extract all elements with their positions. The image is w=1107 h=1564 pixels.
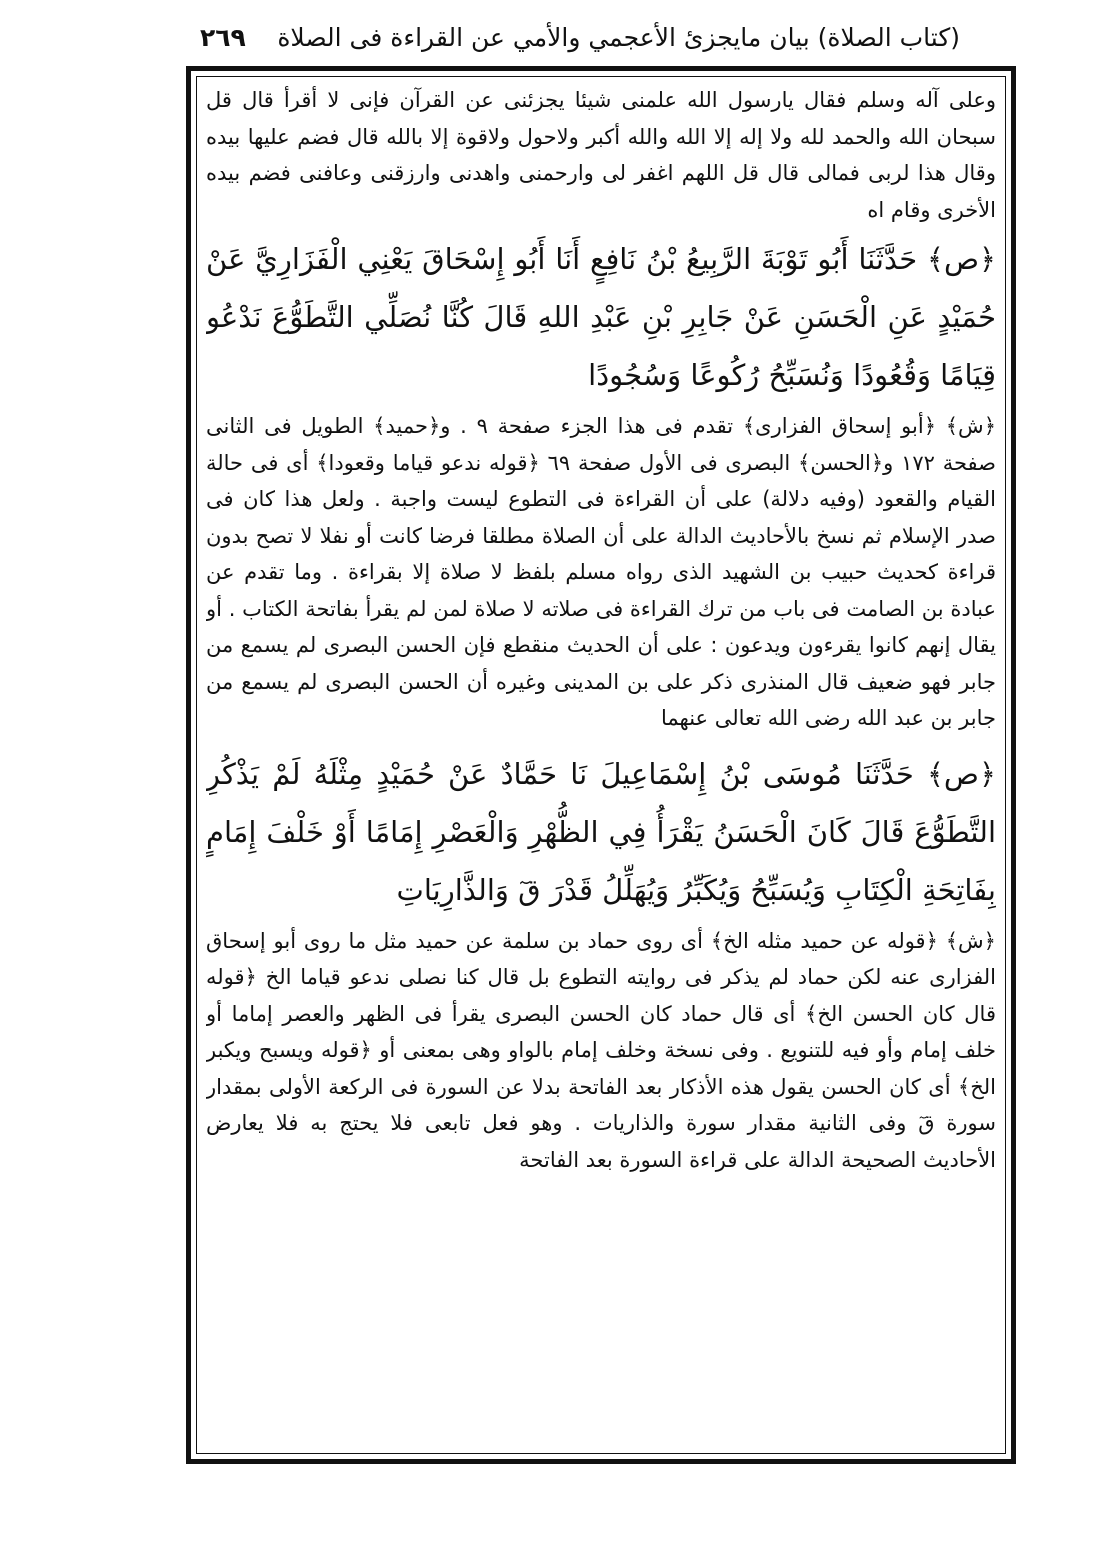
page-header: [200, 12, 960, 64]
hadith-text: ﴿ص﴾ حَدَّثَنَا أَبُو تَوْبَةَ الرَّبِيعُ بْنُ نَافِعٍ أَنَا أَبُو إِسْحَاقَ يَعْنِي الْفَزَارِيَّ عَنْ حُمَيْدٍ عَنِ الْحَسَنِ عَنْ جَابِرِ بْنِ عَبْدِ اللهِ قَالَ كُنَّا نُصَلِّي التَّطَوُّعَ نَدْعُو قِيَامًا وَقُعُودًا وَنُسَبِّحُ رُكُوعًا وَسُجُودًا: [206, 242, 996, 392]
running-title: (كتاب الصلاة) بيان مايجزئ الأعجمي والأمي عن القراءة فى الصلاة: [277, 23, 960, 52]
commentary-paragraph: ﴿ش﴾ ﴿قوله عن حميد مثله الخ﴾ أى روى حماد بن سلمة عن حميد مثل ما روى أبو إسحاق الفزارى عنه لكن حماد لم يذكر فى روايته التطوع بل قال كنا نصلى ندعو قياما الخ ﴿قوله قال كان الحسن الخ﴾ أى قال حماد كان الحسن البصرى يقرأ فى الظهر والعصر إماما أو خلف إمام وأو فيه للتنويع . وفى نسخة وخلف إمام بالواو وهى بمعنى أو ﴿قوله ويسبح ويكبر الخ﴾ أى كان الحسن يقول هذه الأذكار بعد الفاتحة بدلا عن السورة فى الركعة الأولى بمقدار سورة قٓ وفى الثانية مقدار سورة والذاريات . وهو فعل تابعى فلا يحتج به فلا يعارض الأحاديث الصحيحة الدالة على قراءة السورة بعد الفاتحة: [206, 928, 996, 1172]
page-number: ٢٦٩: [200, 23, 246, 52]
hadith-text: ﴿ص﴾ حَدَّثَنَا مُوسَى بْنُ إِسْمَاعِيلَ نَا حَمَّادٌ عَنْ حُمَيْدٍ مِثْلَهُ لَمْ يَذْكُرِ التَّطَوُّعَ قَالَ كَانَ الْحَسَنُ يَقْرَأُ فِي الظُّهْرِ وَالْعَصْرِ إِمَامًا أَوْ خَلْفَ إِمَامٍ بِفَاتِحَةِ الْكِتَابِ وَيُسَبِّحُ وَيُكَبِّرُ وَيُهَلِّلُ قَدْرَ قٓ وَالذَّارِيَاتِ: [206, 756, 996, 907]
commentary-paragraph: ﴿ش﴾ ﴿أبو إسحاق الفزارى﴾ تقدم فى هذا الجزء صفحة ٩ . و﴿حميد﴾ الطويل فى الثانى صفحة ١٧٢ و﴿الحسن﴾ البصرى فى الأول صفحة ٦٩ ﴿قوله ندعو قياما وقعودا﴾ أى فى حالة القيام والقعود (وفيه دلالة) على أن القراءة فى التطوع ليست واجبة . ولعل هذا كان فى صدر الإسلام ثم نسخ بالأحاديث الدالة على أن الصلاة مطلقا فرضا كانت أو نفلا لا تصح بدون قراءة كحديث حبيب بن الشهيد الذى رواه مسلم بلفظ لا صلاة إلا بقراءة . وما تقدم عن عبادة بن الصامت فى باب من ترك القراءة فى صلاته لا صلاة لمن لم يقرأ بفاتحة الكتاب . أو يقال إنهم كانوا يقرءون ويدعون : على أن الحديث منقطع فإن الحسن البصرى لم يسمع من جابر فهو ضعيف قال المنذرى ذكر على بن المدينى وغيره أن الحسن البصرى لم يسمع من جابر بن عبد الله رضى الله تعالى عنهما: [206, 414, 996, 730]
commentary-paragraph: وعلى آله وسلم فقال يارسول الله علمنى شيئا يجزئنى عن القرآن فإنى لا أقرأ قال قل سبحان الله والحمد لله ولا إله إلا الله والله أكبر ولاحول ولاقوة إلا بالله قال فضم عليها بيده وقال هذا لربى فمالى قال قل اللهم اغفر لى وارحمنى واهدنى وارزقنى وعافنى فضم بيده الأخرى وقام اه: [206, 88, 996, 222]
page-body: [206, 82, 996, 1452]
